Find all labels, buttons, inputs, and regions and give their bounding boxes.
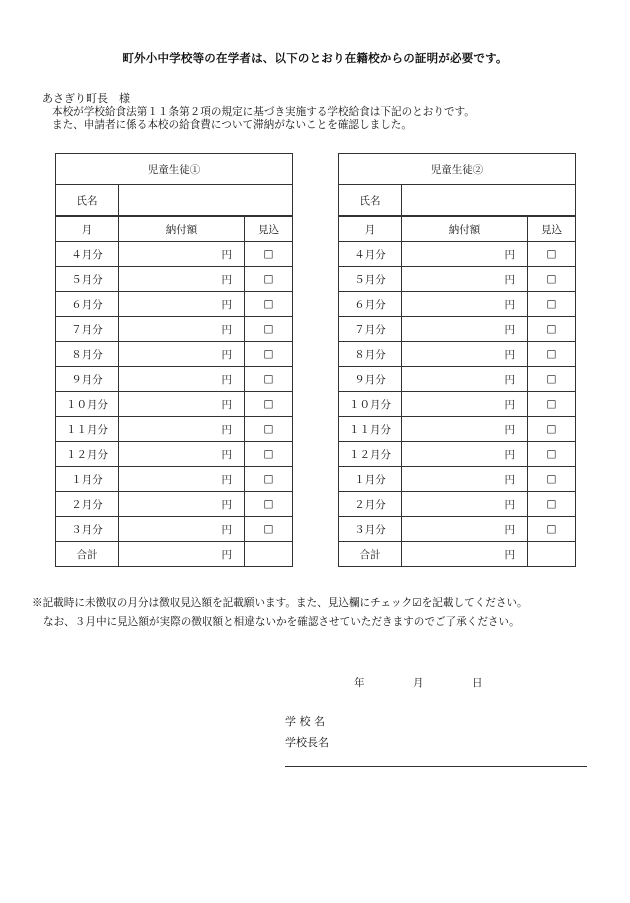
month-row xyxy=(339,492,576,517)
total-amount-field[interactable]: 円 xyxy=(402,542,528,567)
month-row xyxy=(56,292,293,317)
month-label: １０月分 xyxy=(339,392,402,417)
estimate-checkbox[interactable]: □ xyxy=(245,317,293,342)
amount-field[interactable]: 円 xyxy=(119,292,245,317)
amount-field[interactable]: 円 xyxy=(402,342,528,367)
page-title: 町外小中学校等の在学者は、以下のとおり在籍校からの証明が必要です。 xyxy=(122,51,508,65)
month-label: ２月分 xyxy=(56,492,119,517)
amount-field[interactable]: 円 xyxy=(119,267,245,292)
amount-field[interactable]: 円 xyxy=(402,517,528,542)
estimate-checkbox[interactable]: □ xyxy=(528,492,576,517)
amount-field[interactable]: 円 xyxy=(119,467,245,492)
month-rows xyxy=(339,242,576,542)
estimate-checkbox[interactable]: □ xyxy=(245,492,293,517)
amount-field[interactable]: 円 xyxy=(402,317,528,342)
month-row xyxy=(339,367,576,392)
month-label: ６月分 xyxy=(339,292,402,317)
amount-field[interactable]: 円 xyxy=(402,417,528,442)
school-name-label: 学 校 名 xyxy=(285,715,325,728)
student-header: 児童生徒② xyxy=(339,154,576,185)
amount-field[interactable]: 円 xyxy=(119,342,245,367)
name-field[interactable] xyxy=(402,185,576,217)
estimate-checkbox[interactable]: □ xyxy=(528,342,576,367)
total-empty-cell xyxy=(528,542,576,567)
amount-field[interactable]: 円 xyxy=(402,392,528,417)
estimate-checkbox[interactable]: □ xyxy=(245,417,293,442)
estimate-checkbox[interactable]: □ xyxy=(245,267,293,292)
col-estimate-header: 見込 xyxy=(245,216,293,242)
estimate-checkbox[interactable]: □ xyxy=(528,417,576,442)
month-rows xyxy=(56,242,293,542)
amount-field[interactable]: 円 xyxy=(119,392,245,417)
total-empty-cell xyxy=(245,542,293,567)
month-row xyxy=(339,267,576,292)
estimate-checkbox[interactable]: □ xyxy=(528,517,576,542)
col-amount-header: 納付額 xyxy=(402,216,528,242)
month-label: ７月分 xyxy=(339,317,402,342)
total-amount-field[interactable]: 円 xyxy=(119,542,245,567)
month-row xyxy=(339,517,576,542)
student-table-1 xyxy=(55,153,293,567)
month-label: ４月分 xyxy=(56,242,119,267)
col-month-header: 月 xyxy=(339,216,402,242)
month-row xyxy=(339,467,576,492)
col-estimate-header: 見込 xyxy=(528,216,576,242)
month-row xyxy=(339,342,576,367)
month-row xyxy=(339,292,576,317)
month-label: ４月分 xyxy=(339,242,402,267)
intro-text xyxy=(52,106,475,132)
month-row xyxy=(56,342,293,367)
amount-field[interactable]: 円 xyxy=(119,442,245,467)
month-row xyxy=(339,242,576,267)
date-year-label: 年 xyxy=(354,677,365,689)
note-line: ※記載時に未徴収の月分は徴収見込額を記載願います。また、見込欄にチェック☑を記載してください。 xyxy=(32,597,528,609)
note-text xyxy=(32,594,528,632)
intro-line: また、申請者に係る本校の給食費について滞納がないことを確認しました。 xyxy=(52,119,412,131)
month-label: ５月分 xyxy=(339,267,402,292)
month-row xyxy=(56,367,293,392)
total-label: 合計 xyxy=(339,542,402,567)
estimate-checkbox[interactable]: □ xyxy=(528,367,576,392)
estimate-checkbox[interactable]: □ xyxy=(528,392,576,417)
amount-field[interactable]: 円 xyxy=(402,492,528,517)
month-label: ３月分 xyxy=(56,517,119,542)
amount-field[interactable]: 円 xyxy=(119,417,245,442)
month-label: ５月分 xyxy=(56,267,119,292)
month-label: １１月分 xyxy=(339,417,402,442)
month-label: １１月分 xyxy=(56,417,119,442)
month-row xyxy=(56,467,293,492)
estimate-checkbox[interactable]: □ xyxy=(245,392,293,417)
month-label: ９月分 xyxy=(56,367,119,392)
amount-field[interactable]: 円 xyxy=(119,317,245,342)
month-label: １２月分 xyxy=(56,442,119,467)
amount-field[interactable]: 円 xyxy=(119,367,245,392)
amount-field[interactable]: 円 xyxy=(402,367,528,392)
estimate-checkbox[interactable]: □ xyxy=(528,467,576,492)
estimate-checkbox[interactable]: □ xyxy=(245,292,293,317)
date-month-label: 月 xyxy=(413,677,424,689)
estimate-checkbox[interactable]: □ xyxy=(528,267,576,292)
month-label: ２月分 xyxy=(339,492,402,517)
month-row xyxy=(56,442,293,467)
amount-field[interactable]: 円 xyxy=(119,517,245,542)
amount-field[interactable]: 円 xyxy=(402,292,528,317)
month-row xyxy=(56,242,293,267)
month-label: ８月分 xyxy=(56,342,119,367)
month-label: ７月分 xyxy=(56,317,119,342)
month-label: ８月分 xyxy=(339,342,402,367)
total-label: 合計 xyxy=(56,542,119,567)
student-table-2 xyxy=(338,153,576,567)
estimate-checkbox[interactable]: □ xyxy=(528,442,576,467)
estimate-checkbox[interactable]: □ xyxy=(245,342,293,367)
month-row xyxy=(339,317,576,342)
amount-field[interactable]: 円 xyxy=(402,242,528,267)
month-row xyxy=(339,442,576,467)
month-row xyxy=(56,492,293,517)
estimate-checkbox[interactable]: □ xyxy=(245,467,293,492)
intro-line: 本校が学校給食法第１１条第２項の規定に基づき実施する学校給食は下記のとおりです。 xyxy=(52,106,475,118)
note-line: なお、３月中に見込額が実際の徴収額と相違ないかを確認させていただきますのでご了承ください。 xyxy=(43,616,520,628)
month-label: ９月分 xyxy=(339,367,402,392)
month-label: １月分 xyxy=(56,467,119,492)
estimate-checkbox[interactable]: □ xyxy=(528,242,576,267)
month-label: ３月分 xyxy=(339,517,402,542)
estimate-checkbox[interactable]: □ xyxy=(528,317,576,342)
month-row xyxy=(339,392,576,417)
col-month-header: 月 xyxy=(56,216,119,242)
month-row xyxy=(56,417,293,442)
col-amount-header: 納付額 xyxy=(119,216,245,242)
month-label: １月分 xyxy=(339,467,402,492)
date-day-label: 日 xyxy=(472,677,483,689)
month-label: ６月分 xyxy=(56,292,119,317)
estimate-checkbox[interactable]: □ xyxy=(245,242,293,267)
principal-name-label: 学校長名 xyxy=(285,736,329,749)
month-row xyxy=(56,392,293,417)
month-row xyxy=(56,317,293,342)
addressee: あさぎり町長 様 xyxy=(42,92,130,105)
estimate-checkbox[interactable]: □ xyxy=(245,517,293,542)
estimate-checkbox[interactable]: □ xyxy=(245,367,293,392)
amount-field[interactable]: 円 xyxy=(402,442,528,467)
estimate-checkbox[interactable]: □ xyxy=(245,442,293,467)
estimate-checkbox[interactable]: □ xyxy=(528,292,576,317)
month-row xyxy=(56,517,293,542)
name-field[interactable] xyxy=(119,185,293,217)
amount-field[interactable]: 円 xyxy=(119,242,245,267)
month-label: １２月分 xyxy=(339,442,402,467)
signature-line xyxy=(285,766,587,767)
name-label: 氏名 xyxy=(56,185,119,217)
name-label: 氏名 xyxy=(339,185,402,217)
amount-field[interactable]: 円 xyxy=(402,267,528,292)
month-row xyxy=(56,267,293,292)
student-header: 児童生徒① xyxy=(56,154,293,185)
amount-field[interactable]: 円 xyxy=(402,467,528,492)
month-label: １０月分 xyxy=(56,392,119,417)
amount-field[interactable]: 円 xyxy=(119,492,245,517)
month-row xyxy=(339,417,576,442)
